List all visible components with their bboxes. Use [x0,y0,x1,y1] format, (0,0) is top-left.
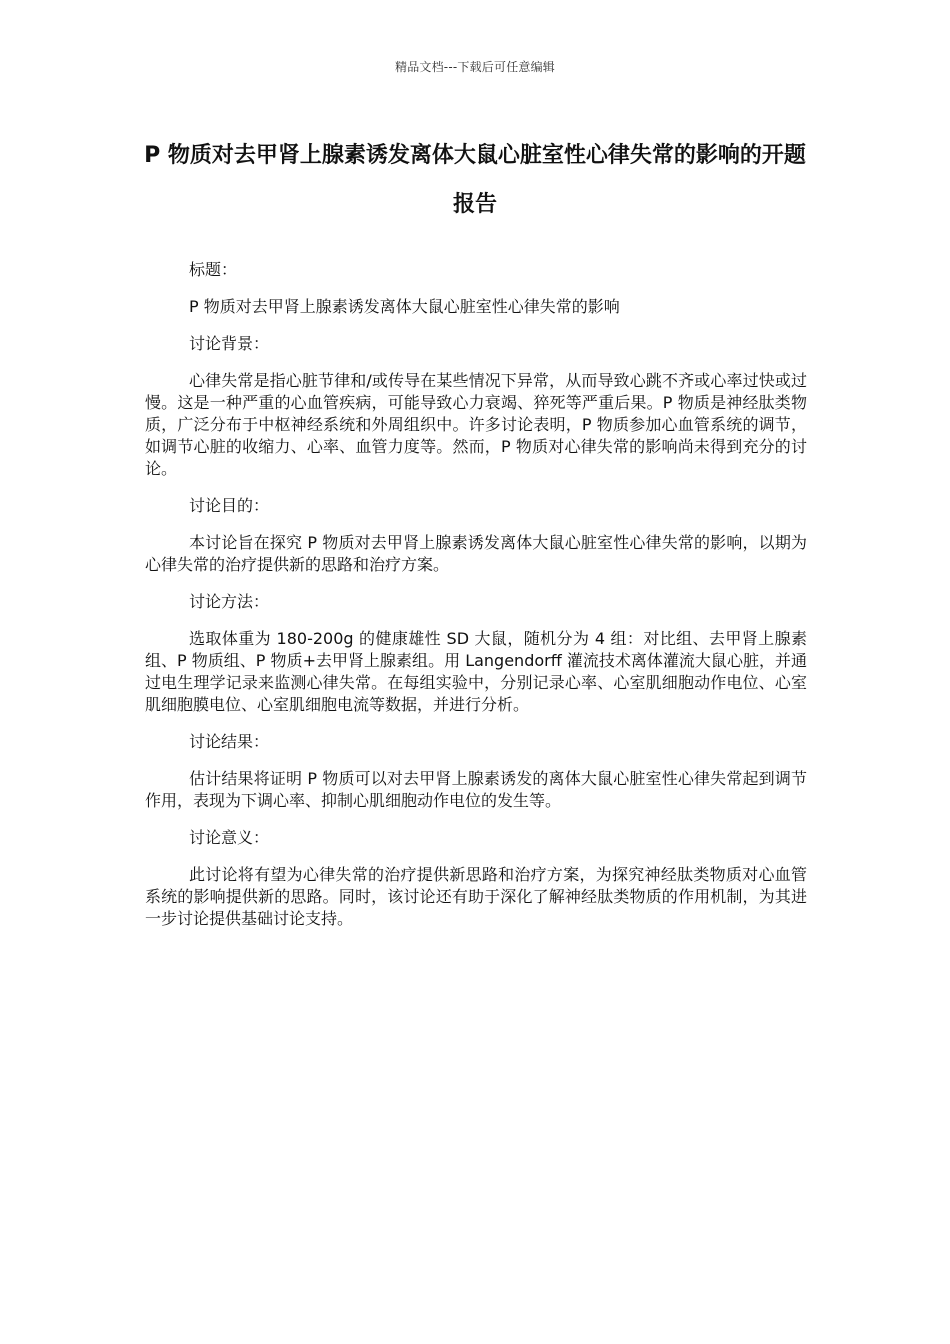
document-body [145,259,807,945]
section-text-title: P 物质对去甲肾上腺素诱发离体大鼠心脏室性心律失常的影响 [189,297,620,316]
section-text-purpose: 本讨论旨在探究 P 物质对去甲肾上腺素诱发离体大鼠心脏室性心律失常的影响，以期为心律失常的治疗提供新的思路和治疗方案。 [145,533,807,574]
section-label-significance: 讨论意义： [189,828,270,847]
section-label-title: 标题： [189,260,238,279]
section-label-background: 讨论背景： [189,334,270,353]
document-title: P 物质对去甲肾上腺素诱发离体大鼠心脏室性心律失常的影响的开题报告 [144,143,806,217]
section-text-results: 估计结果将证明 P 物质可以对去甲肾上腺素诱发的离体大鼠心脏室性心律失常起到调节作用，表现为下调心率、抑制心肌细胞动作电位的发生等。 [145,769,807,810]
section-label-results: 讨论结果： [189,732,270,751]
header-note: 精品文档---下载后可任意编辑 [395,60,555,74]
section-label-methods: 讨论方法： [189,592,270,611]
section-text-background: 心律失常是指心脏节律和/或传导在某些情况下异常，从而导致心跳不齐或心率过快或过慢。这是一种严重的心血管疾病，可能导致心力衰竭、猝死等严重后果。P 物质是神经肽类物质，广泛分布于中枢神经系统和外周组织中。许多讨论表明，P 物质参加心血管系统的调节，如调节心脏的收缩力、心率、血管力度等。然而，P 物质对心律失常的影响尚未得到充分的讨论。 [145,371,807,478]
section-label-purpose: 讨论目的： [189,496,270,515]
section-text-methods: 选取体重为 180-200g 的健康雄性 SD 大鼠，随机分为 4 组：对比组、去甲肾上腺素组、P 物质组、P 物质+去甲肾上腺素组。用 Langendorff 灌流技术离体灌流大鼠心脏，并通过电生理学记录来监测心律失常。在每组实验中，分别记录心率、心室肌细胞动作电位、心室肌细胞膜电位、心室肌细胞电流等数据，并进行分析。 [145,629,807,714]
section-text-significance: 此讨论将有望为心律失常的治疗提供新思路和治疗方案，为探究神经肽类物质对心血管系统的影响提供新的思路。同时，该讨论还有助于深化了解神经肽类物质的作用机制，为其进一步讨论提供基础讨论支持。 [145,865,807,928]
